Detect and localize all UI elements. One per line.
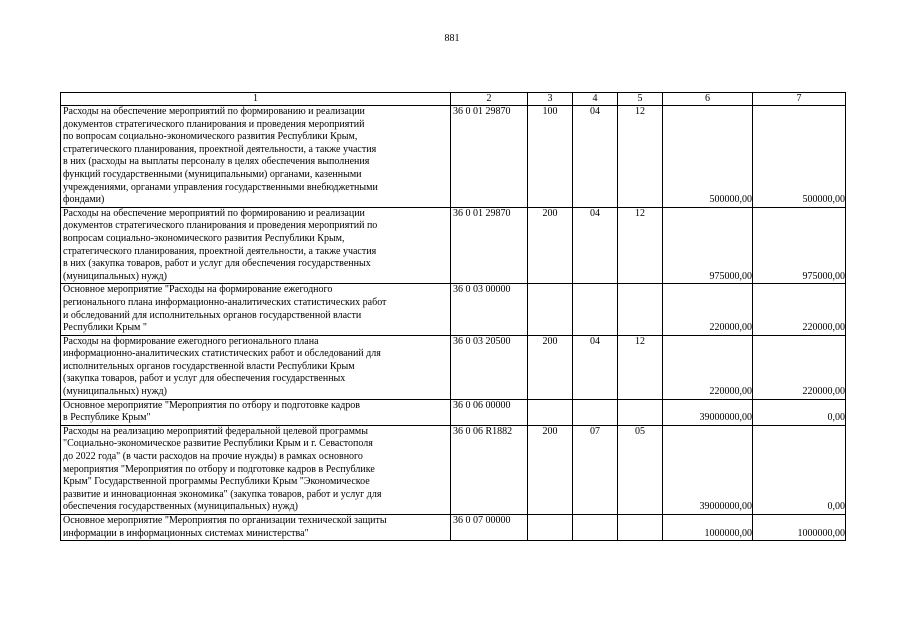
- row-description: Расходы на реализацию мероприятий федеральной целевой программы "Социально-экономическое развитие Республики Крым и г. Севастополя до 2022 года" (в части расходов на прочие нужды) в рамках основного мероприятия "Мероприятия по отбору и подготовке кадров в Республике Крым" Государственной программы Республики Крым "Экономическое развитие и инновационная экономика" (закупка товаров, работ и услуг для обеспечения государственных (муниципальных) нужд): [61, 425, 451, 514]
- row-subsection: [618, 515, 663, 541]
- row-amount-col7: 975000,00: [753, 207, 846, 284]
- column-header: 4: [573, 93, 618, 106]
- row-section: [573, 515, 618, 541]
- column-header: 1: [61, 93, 451, 106]
- table-row: [61, 515, 846, 541]
- row-amount-col7: 1000000,00: [753, 515, 846, 541]
- column-header: 7: [753, 93, 846, 106]
- row-expense-type: [528, 515, 573, 541]
- row-description: Расходы на формирование ежегодного регионального плана информационно-аналитических статистических работ и обследований для исполнительных органов государственной власти Республики Крым (закупка товаров, работ и услуг для обеспечения государственных (муниципальных) нужд): [61, 335, 451, 399]
- row-code: 36 0 03 00000: [451, 284, 528, 335]
- row-subsection: [618, 284, 663, 335]
- row-expense-type: [528, 399, 573, 425]
- row-amount-col6: 220000,00: [663, 284, 753, 335]
- row-amount-col6: 975000,00: [663, 207, 753, 284]
- row-description: Основное мероприятие "Расходы на формирование ежегодного регионального плана информационно-аналитических статистических работ и обследований для исполнительных органов государственной власти Республики Крым ": [61, 284, 451, 335]
- row-amount-col7: 220000,00: [753, 284, 846, 335]
- row-section: 04: [573, 335, 618, 399]
- row-amount-col6: 39000000,00: [663, 399, 753, 425]
- column-header: 5: [618, 93, 663, 106]
- table-row: [61, 335, 846, 399]
- row-code: 36 0 01 29870: [451, 207, 528, 284]
- row-description: Расходы на обеспечение мероприятий по формированию и реализации документов стратегического планирования и проведения мероприятий по вопросам социально-экономического развития Республики Крым, стратегического планирования, проектной деятельности, а также участия в них (закупка товаров, работ и услуг для обеспечения государственных (муниципальных) нужд): [61, 207, 451, 284]
- row-description: Основное мероприятие "Мероприятия по отбору и подготовке кадров в Республике Крым": [61, 399, 451, 425]
- budget-table: [60, 92, 846, 541]
- table-row: [61, 284, 846, 335]
- row-expense-type: 200: [528, 335, 573, 399]
- table-row: [61, 399, 846, 425]
- row-code: 36 0 01 29870: [451, 106, 528, 208]
- table-header-row: [61, 93, 846, 106]
- row-code: 36 0 06 R1882: [451, 425, 528, 514]
- row-amount-col6: 39000000,00: [663, 425, 753, 514]
- row-subsection: 05: [618, 425, 663, 514]
- table-row: [61, 425, 846, 514]
- row-description: Расходы на обеспечение мероприятий по формированию и реализации документов стратегического планирования и проведения мероприятий по вопросам социально-экономического развития Республики Крым, стратегического планирования, проектной деятельности, а также участия в них (расходы на выплаты персоналу в целях обеспечения выполнения функций государственными (муниципальными) органами, казенными учреждениями, органами управления государственными внебюджетными фондами): [61, 106, 451, 208]
- row-amount-col7: 500000,00: [753, 106, 846, 208]
- row-section: [573, 284, 618, 335]
- row-amount-col7: 0,00: [753, 425, 846, 514]
- row-subsection: 12: [618, 207, 663, 284]
- table-row: [61, 207, 846, 284]
- row-expense-type: 200: [528, 207, 573, 284]
- row-section: 04: [573, 207, 618, 284]
- page-number: 881: [444, 33, 460, 44]
- row-amount-col6: 1000000,00: [663, 515, 753, 541]
- row-code: 36 0 06 00000: [451, 399, 528, 425]
- row-subsection: [618, 399, 663, 425]
- row-amount-col7: 220000,00: [753, 335, 846, 399]
- row-section: [573, 399, 618, 425]
- row-code: 36 0 03 20500: [451, 335, 528, 399]
- column-header: 6: [663, 93, 753, 106]
- row-code: 36 0 07 00000: [451, 515, 528, 541]
- table-row: [61, 106, 846, 208]
- row-subsection: 12: [618, 335, 663, 399]
- column-header: 3: [528, 93, 573, 106]
- row-subsection: 12: [618, 106, 663, 208]
- row-expense-type: 100: [528, 106, 573, 208]
- row-amount-col7: 0,00: [753, 399, 846, 425]
- row-description: Основное мероприятие "Мероприятия по организации технической защиты информации в информационных системах министерства": [61, 515, 451, 541]
- row-expense-type: 200: [528, 425, 573, 514]
- row-section: 07: [573, 425, 618, 514]
- row-amount-col6: 500000,00: [663, 106, 753, 208]
- row-section: 04: [573, 106, 618, 208]
- column-header: 2: [451, 93, 528, 106]
- row-amount-col6: 220000,00: [663, 335, 753, 399]
- row-expense-type: [528, 284, 573, 335]
